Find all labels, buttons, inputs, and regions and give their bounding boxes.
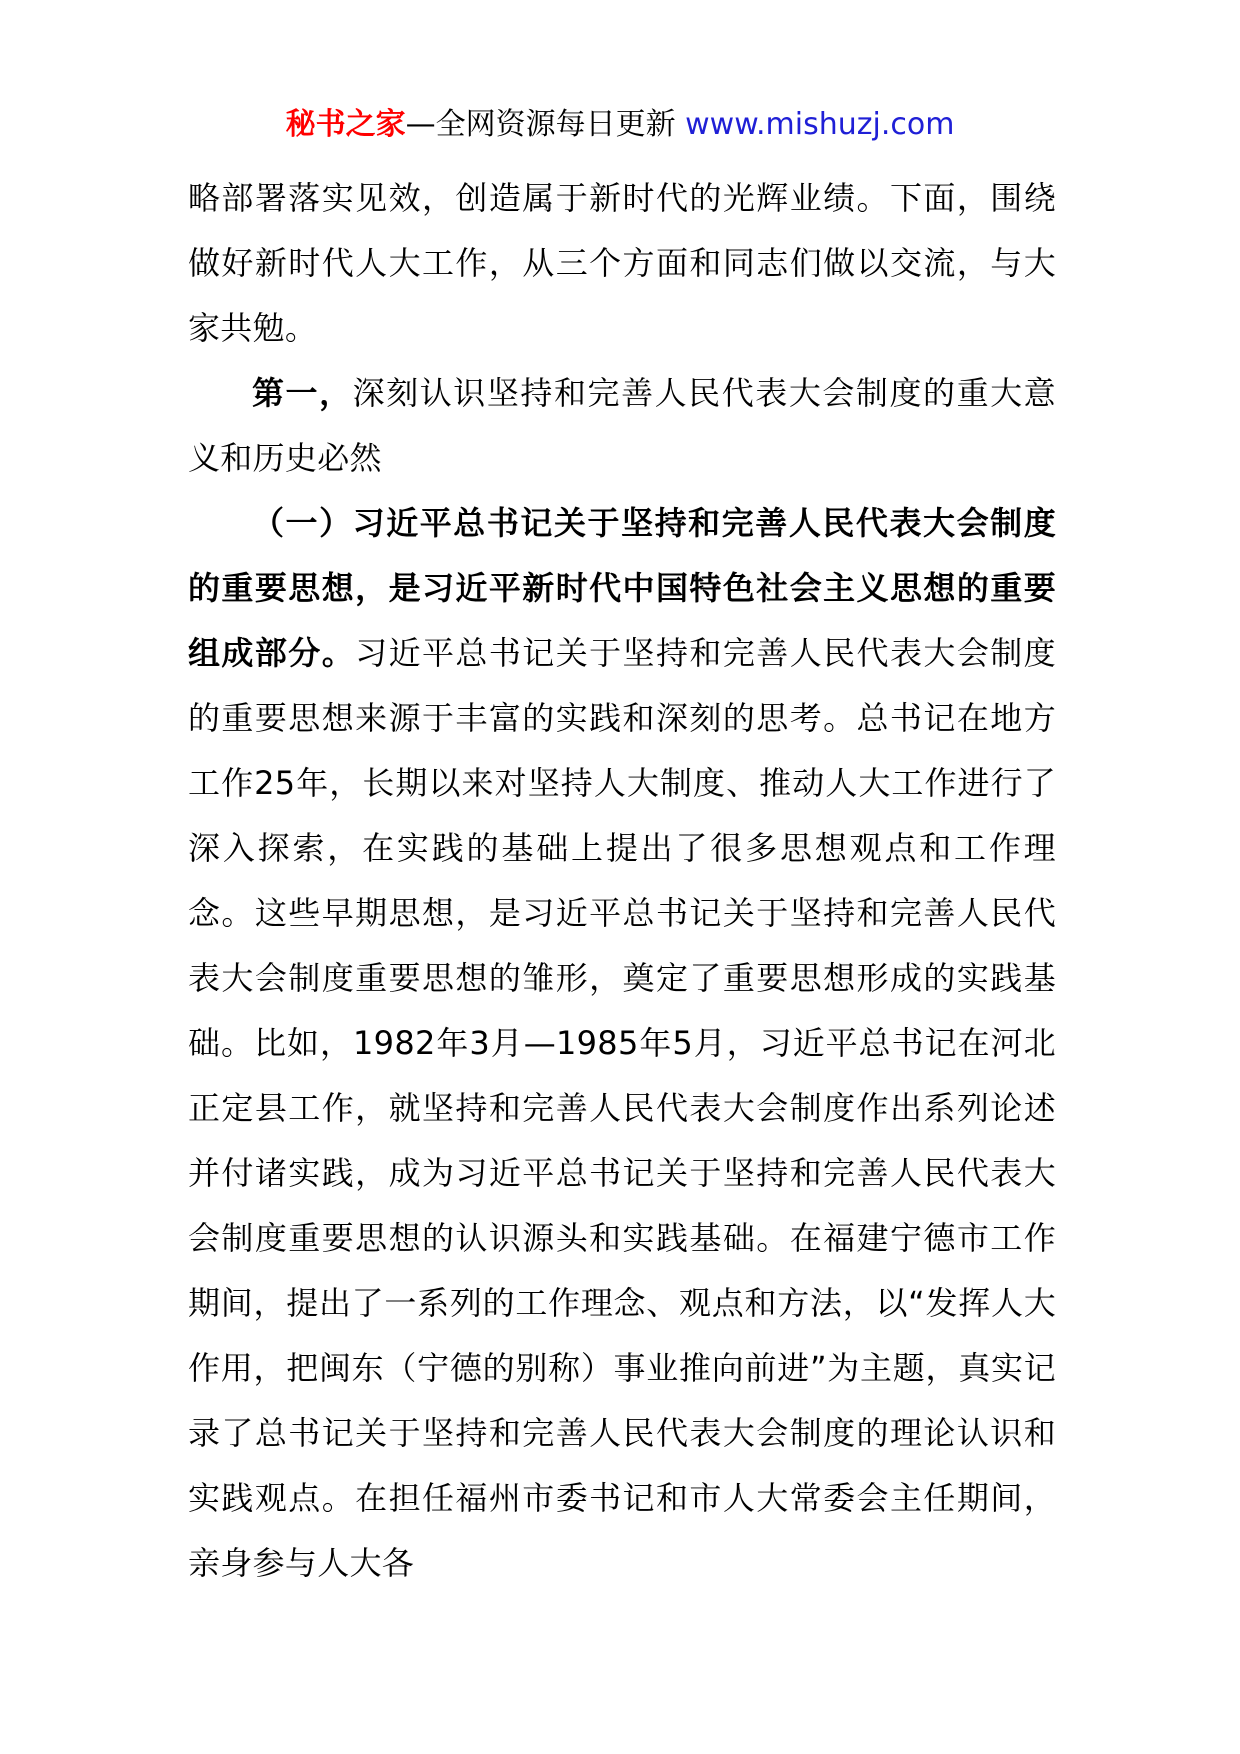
section-heading-number: 第一，: [252, 374, 353, 412]
header-brand: 秘书之家: [285, 107, 406, 142]
section-heading-text: 深刻认识坚持和完善人民代表大会制度的重大意义和历史必然: [188, 374, 1056, 477]
page-header: [0, 100, 1240, 150]
header-website-link[interactable]: www.mishuzj.com: [685, 107, 955, 142]
paragraph-intro-continuation: 略部署落实见效，创造属于新时代的光辉业绩。下面，围绕做好新时代人大工作，从三个方面和同志们做以交流，与大家共勉。: [188, 179, 1056, 347]
header-tagline: —全网资源每日更新: [405, 107, 686, 142]
section-heading-first: [188, 361, 1056, 491]
subsection-heading-bold: （一）习近平总书记关于坚持和完善人民代表大会制度的重要思想，是习近平新时代中国特色社会主义思想的重要组成部分。: [188, 504, 1056, 672]
document-body: [188, 166, 1056, 1596]
paragraph-subsection-one: [188, 491, 1056, 1596]
subsection-body-text: 习近平总书记关于坚持和完善人民代表大会制度的重要思想来源于丰富的实践和深刻的思考。总书记在地方工作25年，长期以来对坚持人大制度、推动人大工作进行了深入探索，在实践的基础上提出了很多思想观点和工作理念。这些早期思想，是习近平总书记关于坚持和完善人民代表大会制度重要思想的雏形，奠定了重要思想形成的实践基础。比如，1982年3月—1985年5月，习近平总书记在河北正定县工作，就坚持和完善人民代表大会制度作出系列论述并付诸实践，成为习近平总书记关于坚持和完善人民代表大会制度重要思想的认识源头和实践基础。在福建宁德市工作期间，提出了一系列的工作理念、观点和方法，以“发挥人大作用，把闽东（宁德的别称）事业推向前进”为主题，真实记录了总书记关于坚持和完善人民代表大会制度的理论认识和实践观点。在担任福州市委书记和市人大常委会主任期间，亲身参与人大各: [188, 634, 1056, 1582]
